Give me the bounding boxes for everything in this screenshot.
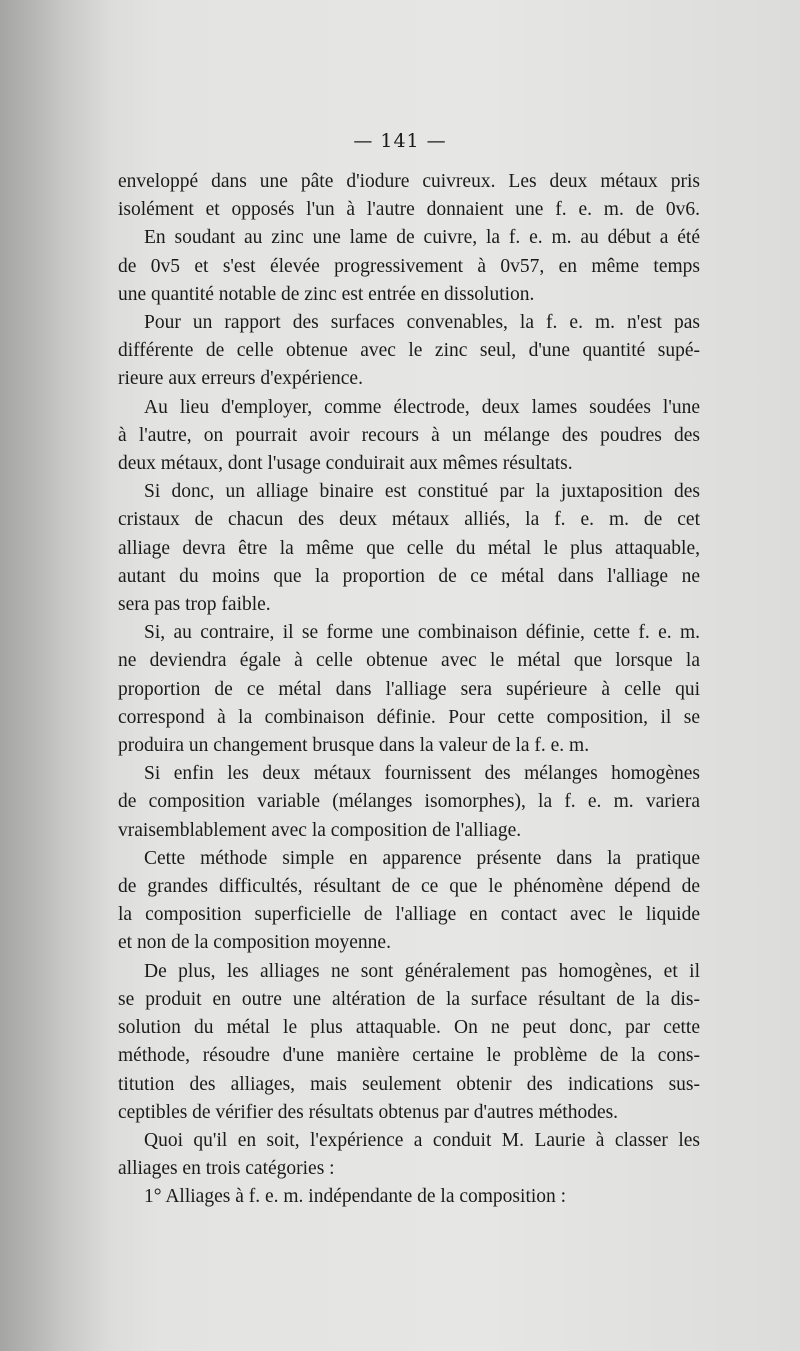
text-line: méthode, résoudre d'une manière certaine le problème de la cons- (118, 1045, 700, 1067)
text-line: En soudant au zinc une lame de cuivre, la f. e. m. au début a été (144, 227, 700, 249)
text-line: cristaux de chacun des deux métaux alliés, la f. e. m. de cet (118, 509, 700, 531)
text-line: titution des alliages, mais seulement obtenir des indications sus- (118, 1073, 700, 1095)
text-line: deux métaux, dont l'usage conduirait aux mêmes résultats. (118, 453, 573, 475)
text-line: la composition superficielle de l'alliage en contact avec le liquide (118, 904, 700, 926)
text-line: isolément et opposés l'un à l'autre donnaient une f. e. m. de 0v6. (118, 199, 700, 221)
text-line: de grandes difficultés, résultant de ce que le phénomène dépend de (118, 876, 700, 898)
text-line: Si, au contraire, il se forme une combinaison définie, cette f. e. m. (144, 622, 700, 644)
text-line: autant du moins que la proportion de ce métal dans l'alliage ne (118, 565, 700, 587)
text-line: de 0v5 et s'est élevée progressivement à 0v57, en même temps (118, 255, 700, 277)
text-line: ceptibles de vérifier des résultats obtenus par d'autres méthodes. (118, 1101, 619, 1123)
text-line: Cette méthode simple en apparence présente dans la pratique (144, 847, 700, 869)
text-line: sera pas trop faible. (118, 594, 271, 616)
text-line: Pour un rapport des surfaces convenables, la f. e. m. n'est pas (144, 312, 700, 334)
text-line: correspond à la combinaison définie. Pour cette composition, il se (118, 706, 700, 728)
text-line: une quantité notable de zinc est entrée en dissolution. (118, 283, 535, 305)
text-line: rieure aux erreurs d'expérience. (118, 368, 363, 390)
text-line: différente de celle obtenue avec le zinc seul, d'une quantité supé- (118, 340, 700, 362)
text-line: ne deviendra égale à celle obtenue avec le métal que lorsque la (118, 650, 700, 672)
text-line: de composition variable (mélanges isomorphes), la f. e. m. variera (118, 791, 700, 813)
text-line: produira un changement brusque dans la valeur de la f. e. m. (118, 735, 590, 757)
text-line: enveloppé dans une pâte d'iodure cuivreux. Les deux métaux pris (118, 171, 700, 192)
text-line: De plus, les alliages ne sont généralement pas homogènes, et il (144, 960, 700, 982)
text-line: Si donc, un alliage binaire est constitué par la juxtaposition des (144, 481, 700, 503)
text-line: alliages en trois catégories : (118, 1158, 335, 1180)
text-line: Si enfin les deux métaux fournissent des mélanges homogènes (144, 763, 700, 785)
text-line: solution du métal le plus attaquable. On ne peut donc, par cette (118, 1017, 700, 1039)
text-line: vraisemblablement avec la composition de l'alliage. (118, 819, 522, 841)
text-line: Quoi qu'il en soit, l'expérience a conduit M. Laurie à classer les (144, 1129, 700, 1151)
text-line: à l'autre, on pourrait avoir recours à un mélange des poudres des (118, 424, 700, 446)
text-line: proportion de ce métal dans l'alliage sera supérieure à celle qui (118, 678, 700, 700)
text-line: et non de la composition moyenne. (118, 932, 391, 954)
text-line: 1° Alliages à f. e. m. indépendante de la composition : (144, 1186, 567, 1208)
page-number: — 141 — (353, 130, 447, 152)
text-line: Au lieu d'employer, comme électrode, deux lames soudées l'une (144, 396, 700, 418)
text-line: alliage devra être la même que celle du métal le plus attaquable, (118, 537, 700, 559)
body-text (118, 168, 700, 1212)
text-line: se produit en outre une altération de la surface résultant de la dis- (118, 988, 700, 1010)
